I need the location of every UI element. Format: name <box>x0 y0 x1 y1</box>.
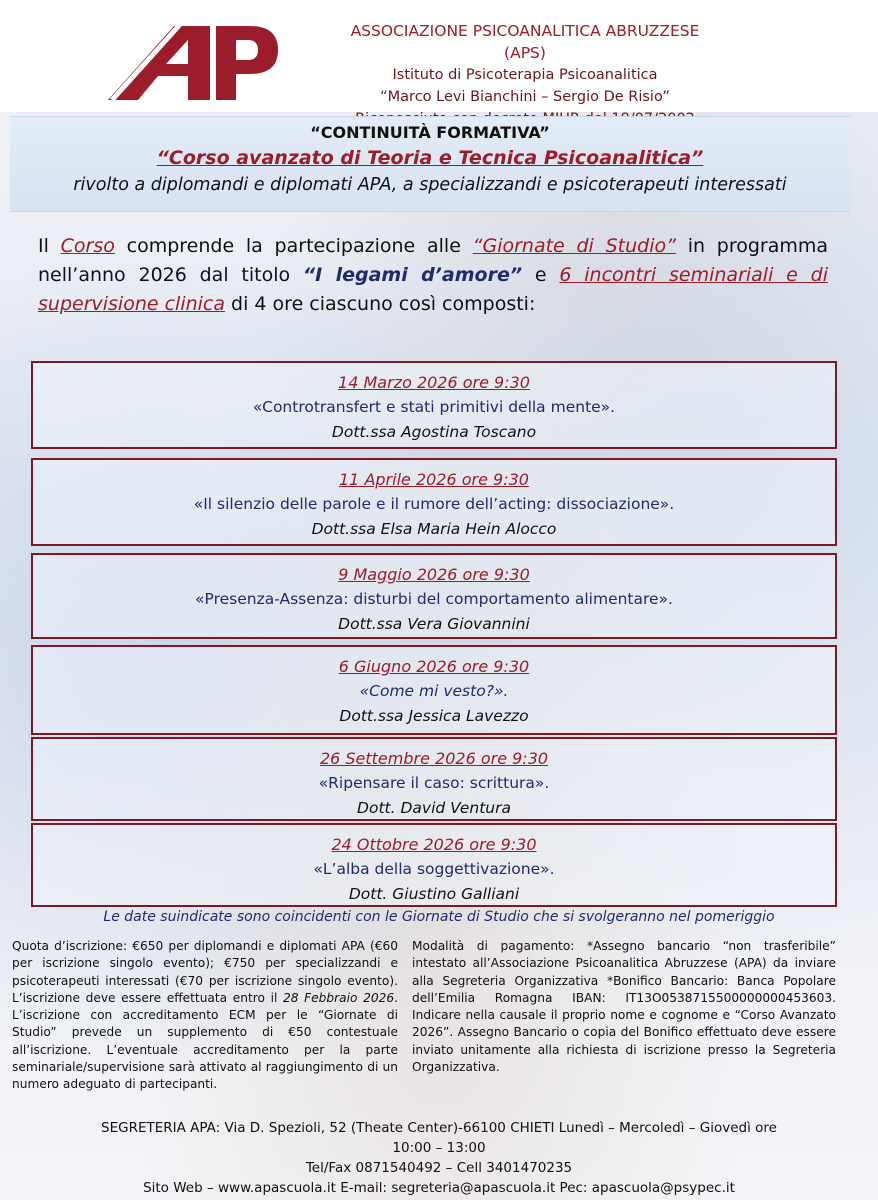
intro-text: in programma nell’anno 2026 dal titolo <box>38 235 829 286</box>
payment-info: Modalità di pagamento: *Assegno bancario “non trasferibile” intestato all’Associazione Psicoanalitica Abruzzese (APA) da inviare alla Segreteria Organizzativa *Bonifico Bancario: Banca Popolare dell’Emilia Romagna IBAN: IT13O0538715500000000453603. Indicare nella causale il proprio nome e cognome e “Corso Avanzato 2026”. Assegno Bancario o copia del Bonifico effettuato deve essere inviato unitamente alla richiesta di iscrizione presso la Segreteria Organizzativa. <box>412 939 836 1075</box>
session-card <box>31 361 837 449</box>
session-title: «Il silenzio delle parole e il rumore dell’acting: dissociazione». <box>193 495 675 513</box>
corso-highlight: Corso <box>60 235 115 257</box>
session-date: 14 Marzo 2026 ore 9:30 <box>338 373 530 392</box>
header <box>0 0 878 112</box>
footer <box>0 1118 878 1198</box>
session-date: 6 Giugno 2026 ore 9:30 <box>338 657 530 676</box>
course-title: “Corso avanzato di Teoria e Tecnica Psicoanalitica” <box>156 147 704 169</box>
legami-title: “I legami d’amore” <box>302 264 523 286</box>
session-speaker: Dott.ssa Agostina Toscano <box>331 423 537 441</box>
session-card <box>31 645 837 735</box>
session-speaker: Dott.ssa Elsa Maria Hein Alocco <box>311 520 557 538</box>
session-date: 9 Maggio 2026 ore 9:30 <box>338 565 530 584</box>
intro-text: di 4 ore ciascuno così composti: <box>225 293 536 315</box>
schedule-note: Le date suindicate sono coincidenti con le Giornate di Studio che si svolgeranno nel pomeriggio <box>103 909 775 925</box>
intro-text: comprende la partecipazione alle <box>114 235 473 257</box>
fees-text: Quota d’iscrizione: €650 per diplomandi e diplomati APA (€60 per iscrizione singolo evento); €750 per specializzandi e psicoterapeuti interessati (€70 per iscrizione singolo evento). L’iscrizione deve essere effettuata entro il <box>12 939 398 1005</box>
session-title: «Presenza-Assenza: disturbi del comportamento alimentare». <box>195 590 673 608</box>
page-title: “CONTINUITÀ FORMATIVA” <box>310 123 550 142</box>
institute-dedication: “Marco Levi Bianchini – Sergio De Risio” <box>380 89 670 105</box>
session-date: 26 Settembre 2026 ore 9:30 <box>319 749 549 768</box>
office-hours: 10:00 – 13:00 <box>392 1140 486 1156</box>
session-date: 11 Aprile 2026 ore 9:30 <box>339 470 529 489</box>
fees-text: . L’iscrizione con accreditamento ECM per le “Giornate di Studio” prevede un supplemento di €50 contestuale all’iscrizione. L’eventuale accreditamento per la parte seminariale/supervisione sarà attivato al raggiungimento di un numero adeguato di partecipanti. <box>12 990 399 1092</box>
session-speaker: Dott.ssa Vera Giovannini <box>338 615 530 633</box>
secretariat-address: SEGRETERIA APA: Via D. Spezioli, 52 (Theate Center)-66100 CHIETI Lunedì – Mercoledì – Giovedì ore <box>101 1120 777 1136</box>
intro-text: e <box>522 264 560 286</box>
intro-paragraph <box>38 232 828 319</box>
session-date: 24 Ottobre 2026 ore 9:30 <box>331 835 537 854</box>
institute-name: Istituto di Psicoterapia Psicoanalitica <box>392 67 658 83</box>
incontri-highlight: 6 incontri seminariali e di supervisione clinica <box>38 264 828 315</box>
title-band <box>10 116 850 212</box>
session-title: «Ripensare il caso: scrittura». <box>318 774 550 792</box>
web-contacts: Sito Web – www.apascuola.it E-mail: segreteria@apascuola.it Pec: apascuola@psypec.it <box>143 1180 735 1196</box>
association-name: ASSOCIAZIONE PSICOANALITICA ABRUZZESE (APS) <box>350 22 700 62</box>
session-title: «Come mi vesto?». <box>359 682 509 700</box>
session-speaker: Dott. David Ventura <box>357 799 511 817</box>
audience-line: rivolto a diplomandi e diplomati APA, a specializzandi e psicoterapeuti interessati <box>73 175 787 195</box>
session-card <box>31 737 837 821</box>
aps-logo <box>108 20 280 102</box>
session-card <box>31 553 837 639</box>
session-speaker: Dott. Giustino Galliani <box>348 885 520 903</box>
giornate-highlight: “Giornate di Studio” <box>472 235 676 257</box>
session-card <box>31 458 837 546</box>
fees-deadline: 28 Febbraio 2026 <box>283 990 395 1005</box>
intro-text: Il <box>38 235 61 257</box>
session-card <box>31 823 837 907</box>
session-title: «Controtransfert e stati primitivi della mente». <box>252 398 616 416</box>
fees-info <box>12 938 398 1094</box>
phone-numbers: Tel/Fax 0871540492 – Cell 3401470235 <box>305 1160 573 1176</box>
session-speaker: Dott.ssa Jessica Lavezzo <box>339 707 529 725</box>
session-title: «L’alba della soggettivazione». <box>313 860 555 878</box>
